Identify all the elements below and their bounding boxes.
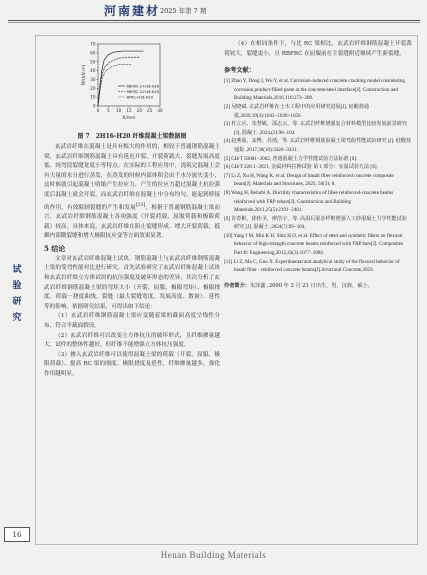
reference-item: [3] 杜立兵，朱慧敏，邵志云，等. 玄武岩纤维增强复合材料模型比较发展前景研究 [J]. 混凝土 ,2024,(2):98−104. bbox=[224, 121, 407, 136]
y-tick-label: 50 bbox=[90, 59, 96, 65]
author-intro-text: 朱泽鑫 ,2000 年 3 月 21 日出生，男，汉族，硕士。 bbox=[249, 282, 373, 289]
left-column bbox=[44, 40, 220, 380]
x-tick-label: 10 bbox=[115, 108, 122, 113]
journal-title: 河南建材 bbox=[104, 4, 161, 18]
y-tick-label: 40 bbox=[90, 68, 96, 74]
figure-7-chart bbox=[80, 40, 180, 130]
x-tick-label: 25 bbox=[146, 108, 153, 113]
conclusion-item: （2）玄武岩纤维可以改变立方体抗压的破坏形式，且纤维掺量越大，试件的整体性越好，但纤维不能增强立方体抗压强度。 bbox=[44, 332, 220, 349]
legend-entry: BFRC-H16-H20 bbox=[126, 95, 154, 100]
y-tick-label: 20 bbox=[90, 85, 96, 91]
author-intro-label: 作者简介： bbox=[224, 282, 250, 289]
page-number: 16 bbox=[4, 527, 30, 542]
y-tick-label: 60 bbox=[90, 50, 96, 56]
reference-item: [1] Zhao Y, Dong J, Wu Y, et al. Corrosion-induced concrete cracking model considering corrosion product-filled paste at the concrete/steel interface[J]. Construction and Building Materials,2016,116:273−280. bbox=[224, 78, 405, 102]
x-tick-label: 30 bbox=[157, 108, 163, 113]
reference-item: [7] Li Z, Xu H, Wang K, et al. Design of basalt fiber reinforced concrete composite beam[J]. Materials and Structures, 2023, 56(3): 8. bbox=[224, 172, 394, 188]
conclusion-intro: 文章对玄武岩纤维混凝土试块、钢筋混凝土与玄武岩纤维钢筋混凝土梁的受弯性能对比进行研究。首先试验研究了玄武岩纤维混凝土试块和玄武岩纤维立方体试块的抗压强度及破坏形态的差异，其次分析了玄武岩纤维钢筋混凝土梁的弯矩大小（开裂、屈服、极限弯矩）、极限挠度、荷载－挠度曲线、裂缝（最大裂缝宽度、发展高度、数量）、延性等的影响。依据研究结果，可得出如下结论： bbox=[44, 255, 220, 310]
reference-item: [11] Li Z, Ma C, Guo X. Experimental and analytical study of the flexural behavior of basalt fiber - reinforced concrete beams[J].Structural Concrete,2023. bbox=[224, 258, 400, 274]
y-tick-label: 70 bbox=[90, 41, 96, 47]
reference-item: [2] 吴晓斌. 玄武岩纤维在土木工程中的应用研究进展[J]. 硅酸盐通报,2020,39(4):1043−1049+1056. bbox=[224, 103, 370, 119]
x-tick-label: 20 bbox=[136, 108, 143, 113]
reference-item: [9] 许奇彬，徐炜圣，廖浩宇，等. 高温后混杂纤维增强人工砂混凝土力学性能试验研究 [J]. 混凝土 ,2024(7):99−104. bbox=[224, 215, 407, 231]
header-rule bbox=[8, 20, 420, 21]
conclusion-item: （4）在相同条件下，与比 RC 梁相比，玄武岩纤维钢筋混凝土开裂裁荷较大，裂缝更小，且 RBFRC 在屈服前在主裂缝附近继续产生新裂缝。 bbox=[224, 41, 412, 57]
x-tick-label: 15 bbox=[126, 108, 132, 113]
section-side-label: 试验研究 bbox=[12, 265, 22, 323]
x-tick-label: 5 bbox=[106, 108, 110, 113]
y-tick-label: 0 bbox=[92, 103, 96, 109]
reference-list bbox=[224, 77, 412, 275]
y-tick-label: 30 bbox=[90, 77, 96, 83]
figure-caption: 图 7 2H16-H20 纤维混凝土梁数据图 bbox=[77, 133, 187, 140]
conclusion-item: （1）玄武岩纤维钢筋混凝土梁应变随着梁的截面高度呈线性分布，符合平截面假设。 bbox=[44, 313, 220, 329]
conclusion-item: （3）掺入玄武岩纤维可以使得混凝土梁的荷载（开裂、屈服、极限荷载）、提高 RC 梁的刚度、极限挠度及延性，纤维掺量越多，强化作用越明显。 bbox=[44, 351, 220, 377]
page-header bbox=[0, 0, 427, 33]
body-paragraph: 玄武岩纤维在混凝土是具有根大的作用的，相较于普通钢筋混凝土梁，玄武岩纤维钢筋混凝土具有延迟开裂、开裂荷载大、裂缝发展高度低、纯弯段裂缝宽度小等特点。在实际的工程应用中，浇筑完混凝土会有大量的水分进行蒸发，在蒸发的时候内部体积会由于水分流失变小，这时候就引起混凝土收缩产生拉应力，产生的拉应力超过混凝土抗拉强度后混凝土就会开裂。而玄武岩纤维在混凝土中分布均匀，能起到桥接的作用，有效限制裂缝的产生和发展[11]。根据于普通钢筋混凝土梁而言，玄武岩纤维钢筋混凝土各项强度（开裂荷载、屈服荷载和极限荷载）较高。具体来说，玄武岩纤维在阻止裂缝形成、增大开裂荷载、抵御内部微裂缝和增大极限抗应变等方面效果显著。 bbox=[44, 144, 220, 240]
header-rule-thin bbox=[8, 22, 420, 23]
x-axis-label: δ/mm bbox=[122, 116, 136, 121]
right-column bbox=[224, 40, 412, 290]
reference-item: [10] Yang J M, Min K H, Shin H O, et al. Effect of steel and synthetic fibers on flexural behavior of high-strength concrete beams reinforced with FRP bars[J]. Composites Part B: Engineering,2012,43(3):1077−1086. bbox=[224, 232, 403, 257]
reference-item: [5] GB/T 50081−2002, 普通混凝土力学性能试验方法标准 [S]. bbox=[224, 155, 358, 162]
reference-item: [8] Wang H, Belarbi A. Ductility characteristics of fiber-reinforced-concrete beams reinforced with FRP rebars[J]. Construction and Building Materials,2011,25(5):2391−2401. bbox=[224, 189, 394, 214]
issue-label: 2025 年第 7 期 bbox=[160, 7, 207, 15]
reference-item: [6] GB/T 228.1−2021, 金属材料拉伸试验 第 1 部分：室温试验方法 [S]. bbox=[224, 164, 378, 171]
legend-entry: RBFRC-2-H16-H20 bbox=[126, 84, 160, 89]
y-axis-label: M/(kN·m) bbox=[82, 64, 87, 86]
x-tick-label: 0 bbox=[96, 108, 100, 113]
section-title: 5 结论 bbox=[44, 243, 66, 253]
chart-svg bbox=[80, 40, 180, 130]
references-title: 参考文献： bbox=[224, 67, 255, 75]
legend-entry: RBFRC-3-H16-H20 bbox=[126, 89, 160, 94]
page-footer: Henan Building Materials bbox=[160, 550, 267, 560]
reference-item: [4] 赵燕茹，宋博，苏靖，等. 玄武岩纤维钢筋混凝土梁弯曲性能试验研究 [J]. 硅酸盐通报 ,2017,36(10):3426−3431. bbox=[224, 138, 412, 153]
y-tick-label: 10 bbox=[90, 94, 96, 100]
author-intro bbox=[224, 282, 412, 291]
